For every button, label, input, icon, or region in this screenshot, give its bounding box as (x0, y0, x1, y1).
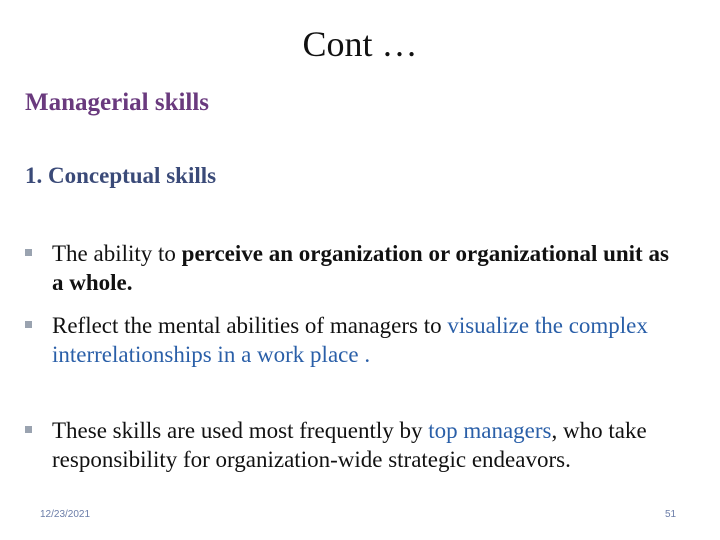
bullet-text-plain: Reflect the mental abilities of managers to (52, 313, 448, 338)
bullet-text-highlight: top managers (428, 418, 552, 443)
bullet-text (52, 311, 685, 369)
bullet-marker-icon (25, 321, 32, 328)
bullet-item (25, 416, 685, 474)
footer-date: 12/23/2021 (40, 509, 91, 520)
bullet-item (25, 311, 685, 369)
bullet-text-plain: The ability to (52, 241, 182, 266)
bullet-text-highlight: visualize the complex interrelationships in a work place . (52, 313, 648, 367)
footer-page-number: 51 (665, 509, 677, 520)
bullet-text (52, 239, 685, 297)
bullet-text-plain: These skills are used most frequently by (52, 418, 429, 443)
bullet-text-bold: perceive an organization or organizational unit as a whole. (52, 241, 669, 295)
bullet-marker-icon (25, 249, 32, 256)
bullet-marker-icon (25, 426, 32, 433)
subheading: Managerial skills (25, 89, 210, 116)
bullet-text-plain: , who take responsibility for organization-wide strategic endeavors. (52, 418, 647, 472)
bullet-text (52, 416, 685, 474)
slide-title: Cont … (302, 24, 418, 64)
bullet-item (25, 239, 685, 297)
section-heading: 1. Conceptual skills (25, 163, 217, 188)
